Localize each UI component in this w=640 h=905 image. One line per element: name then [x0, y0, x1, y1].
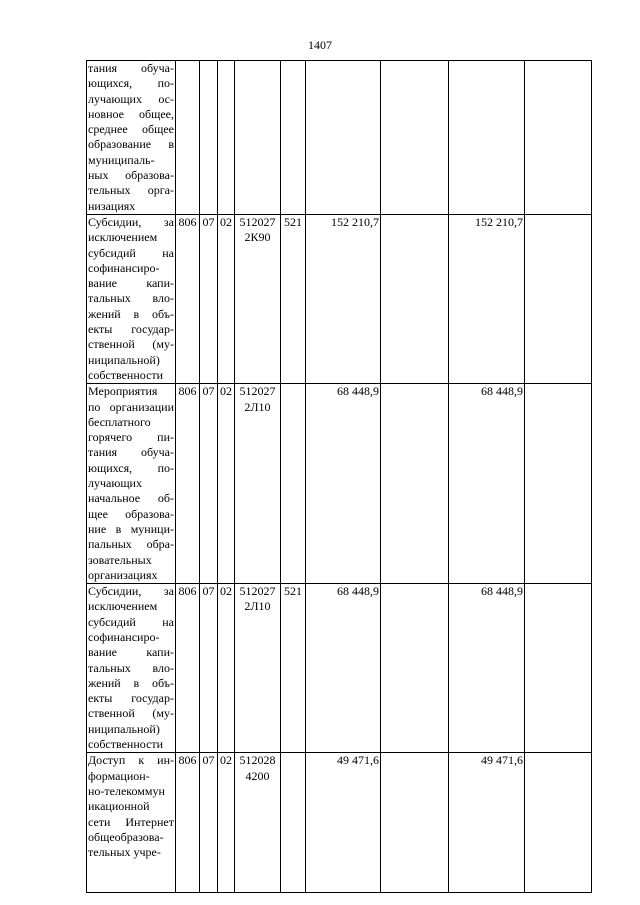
description-line: субсидий на — [88, 245, 174, 260]
subsection-code: 02 — [218, 384, 235, 584]
amount-column-3: 49 471,6 — [449, 753, 525, 893]
section-code: 07 — [200, 753, 218, 893]
target-article-code-part1: 512028 — [239, 753, 276, 768]
section-code: 07 — [200, 214, 218, 383]
description-line: ниципальной) — [88, 352, 160, 367]
description-line: жений в объ- — [88, 306, 174, 321]
amount-total: 68 448,9 — [306, 584, 381, 753]
description-line: субсидий на — [88, 614, 174, 629]
table-row — [87, 753, 592, 893]
description-line: тельных орга- — [88, 183, 174, 198]
target-article-code-part2: 2Л10 — [244, 599, 271, 614]
description-line: тельных учре- — [88, 845, 161, 860]
description-line: вание капи- — [88, 645, 174, 660]
description-line: по организации — [88, 399, 174, 414]
description-line: муниципаль- — [88, 152, 155, 167]
row-description — [87, 584, 176, 753]
description-line: низациях — [88, 198, 136, 213]
target-article-code — [235, 384, 281, 584]
target-article-code-part2: 4200 — [245, 768, 270, 783]
row-description — [87, 384, 176, 584]
description-line: тальных вло- — [88, 660, 174, 675]
expense-type-code — [281, 61, 306, 215]
description-line: ственной (му- — [88, 706, 174, 721]
target-article-code-part2: 2Л10 — [244, 399, 271, 414]
ved-code — [176, 61, 200, 215]
table-row — [87, 214, 592, 383]
description-line: общеобразова- — [88, 829, 164, 844]
expense-type-code — [281, 753, 306, 893]
amount-total: 68 448,9 — [306, 384, 381, 584]
description-line: софинансиро- — [88, 629, 160, 644]
description-line: бесплатного — [88, 414, 151, 429]
amount-total: 152 210,7 — [306, 214, 381, 383]
target-article-code-part1: 512027 — [239, 584, 276, 599]
description-line: горячего пи- — [88, 430, 174, 445]
table-body — [87, 61, 592, 893]
target-article-code-part1: 512027 — [239, 214, 276, 229]
description-line: среднее общее — [88, 122, 174, 137]
ved-code: 806 — [176, 584, 200, 753]
target-article-code — [235, 214, 281, 383]
row-description — [87, 61, 176, 215]
description-line: собственности — [88, 367, 164, 382]
description-line: Доступ к ин- — [88, 753, 174, 768]
description-line: образование в — [88, 137, 174, 152]
description-line: софинансиро- — [88, 260, 160, 275]
subsection-code — [218, 61, 235, 215]
expense-type-code: 521 — [281, 214, 306, 383]
description-line: ственной (му- — [88, 337, 174, 352]
target-article-code-part1: 512027 — [239, 384, 276, 399]
amount-column-2 — [381, 753, 449, 893]
description-line: ние в муници- — [88, 521, 174, 536]
amount-column-3: 152 210,7 — [449, 214, 525, 383]
ved-code: 806 — [176, 214, 200, 383]
amount-column-4 — [525, 584, 592, 753]
table-row — [87, 384, 592, 584]
amount-column-2 — [381, 61, 449, 215]
subsection-code: 02 — [218, 753, 235, 893]
description-line: новное общее, — [88, 106, 174, 121]
description-line: пальных обра- — [88, 537, 174, 552]
row-description — [87, 753, 176, 893]
description-line: тальных вло- — [88, 291, 174, 306]
subsection-code: 02 — [218, 584, 235, 753]
description-line: тания обуча- — [88, 445, 174, 460]
table-row — [87, 61, 592, 215]
amount-column-2 — [381, 584, 449, 753]
description-line: екты государ- — [88, 322, 174, 337]
description-line: Субсидии, за — [88, 584, 174, 599]
amount-column-3: 68 448,9 — [449, 584, 525, 753]
description-line: исключением — [88, 599, 158, 614]
description-line: ных образова- — [88, 168, 174, 183]
description-line: жений в объ- — [88, 675, 174, 690]
description-line: исключением — [88, 230, 158, 245]
amount-column-3: 68 448,9 — [449, 384, 525, 584]
expense-type-code — [281, 384, 306, 584]
expense-type-code: 521 — [281, 584, 306, 753]
subsection-code: 02 — [218, 214, 235, 383]
description-line: вание капи- — [88, 276, 174, 291]
table-row — [87, 584, 592, 753]
description-line: но-телекоммун — [88, 783, 165, 798]
description-line: ющихся, по- — [88, 460, 174, 475]
description-line: икационной — [88, 799, 150, 814]
amount-column-4 — [525, 753, 592, 893]
description-line: организациях — [88, 567, 158, 582]
amount-total: 49 471,6 — [306, 753, 381, 893]
section-code: 07 — [200, 384, 218, 584]
amount-column-4 — [525, 61, 592, 215]
budget-table — [86, 60, 592, 893]
description-line: ющихся, по- — [88, 76, 174, 91]
description-line: собственности — [88, 737, 164, 752]
description-line: щее образова- — [88, 506, 174, 521]
description-line: сети Интернет — [88, 814, 174, 829]
description-line: лучающих ос- — [88, 91, 174, 106]
amount-total — [306, 61, 381, 215]
target-article-code — [235, 753, 281, 893]
description-line: ниципальной) — [88, 721, 160, 736]
description-line: начальное об- — [88, 491, 174, 506]
description-line: Субсидии, за — [88, 214, 174, 229]
description-line: зовательных — [88, 552, 152, 567]
page-number: 1407 — [308, 38, 332, 52]
amount-column-2 — [381, 214, 449, 383]
section-code: 07 — [200, 584, 218, 753]
amount-column-4 — [525, 214, 592, 383]
description-line: лучающих — [88, 476, 142, 491]
amount-column-3 — [449, 61, 525, 215]
ved-code: 806 — [176, 753, 200, 893]
description-line: формацион- — [88, 768, 150, 783]
amount-column-2 — [381, 384, 449, 584]
description-line: Мероприятия — [88, 384, 158, 399]
amount-column-4 — [525, 384, 592, 584]
description-line: тания обуча- — [88, 61, 174, 75]
target-article-code-part2: 2К90 — [244, 230, 271, 245]
row-description — [87, 214, 176, 383]
target-article-code — [235, 61, 281, 215]
description-line: екты государ- — [88, 691, 174, 706]
section-code — [200, 61, 218, 215]
target-article-code — [235, 584, 281, 753]
ved-code: 806 — [176, 384, 200, 584]
